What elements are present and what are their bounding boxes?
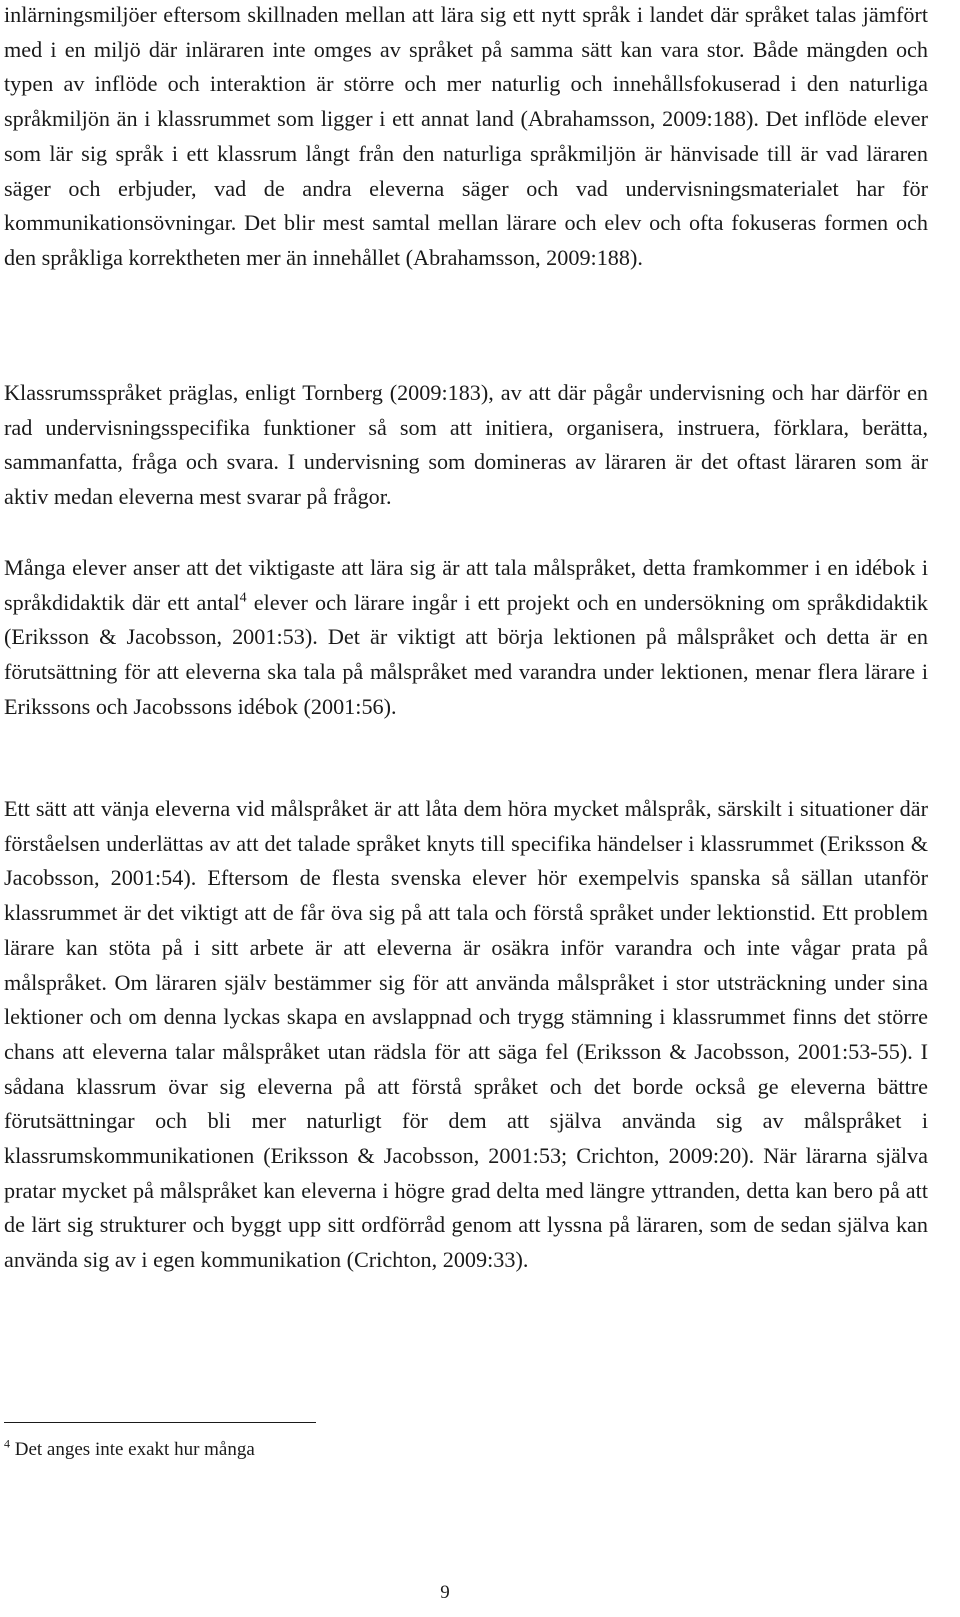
paragraph-3-text-after: elever och lärare ingår i ett projekt och en undersökning om språkdidaktik (Eriksson & Jacobsson, 2001:53). Det är viktigt att börja lektionen på målspråket och detta är en förutsättning för att eleverna ska tala på målspråket med varandra under lektionen, menar flera lärare i Erikssons och Jacobssons idébok (2001:56). bbox=[4, 589, 928, 719]
paragraph-3-text-before: Många elever anser att det viktigaste att lära sig är att tala målspråket, detta framkommer i en idébok i språkdidaktik där ett antal bbox=[4, 555, 928, 615]
footnote-marker: 4 bbox=[4, 1436, 10, 1451]
footnote-reference[interactable]: 4 bbox=[239, 590, 247, 606]
page-number: 9 bbox=[440, 1582, 450, 1603]
paragraph-1: inlärningsmiljöer eftersom skillnaden mellan att lära sig ett nytt språk i landet där språket talas jämfört med i en miljö där inläraren inte omges av språket på samma sätt kan vara stor. Både mängden och typen av inflöde och interaktion är större och mer naturlig och innehållsfokuserad i den naturliga språkmiljön än i klassrummet som ligger i ett annat land (Abrahamsson, 2009:188). Det inflöde elever som lär sig språk i ett klassrum långt från den naturliga språkmiljön är hänvisade till är vad läraren säger och erbjuder, vad de andra eleverna säger och vad undervisningsmaterialet har för kommunikationsövningar. Det blir mest samtal mellan lärare och elev och ofta fokuseras formen och den språkliga korrektheten mer än innehållet (Abrahamsson, 2009:188). bbox=[4, 2, 928, 270]
paragraph-3 bbox=[4, 551, 928, 725]
footnote-text: Det anges inte exakt hur många bbox=[10, 1439, 255, 1460]
paragraph-2: Klassrumsspråket präglas, enligt Tornberg (2009:183), av att där pågår undervisning och har därför en rad undervisningsspecifika funktioner så som att initiera, organisera, instruera, förklara, berätta, sammanfatta, fråga och svara. I undervisning som domineras av läraren är det oftast läraren som är aktiv medan eleverna mest svarar på frågor. bbox=[4, 380, 928, 510]
paragraph-4: Ett sätt att vänja eleverna vid målspråket är att låta dem höra mycket målspråk, särskilt i situationer där förståelsen underlättas av att det talade språket knyts till specifika händelser i klassrummet (Eriksson & Jacobsson, 2001:54). Eftersom de flesta svenska elever hör exempelvis spanska så sällan utanför klassrummet är det viktigt att de får öva sig på att tala och förstå språket under lektionstid. Ett problem lärare kan stöta på i sitt arbete är att eleverna är osäkra inför varandra och inte vågar prata på målspråket. Om läraren själv bestämmer sig för att använda målspråket i stor utsträckning under sina lektioner och om denna lyckas skapa en avslappnad och trygg stämning i klassrummet finns det större chans att eleverna talar målspråket utan rädsla för att säga fel (Eriksson & Jacobsson, 2001:53-55). I sådana klassrum övar sig eleverna på att förstå språket och det borde också ge eleverna bättre förutsättningar och bli mer naturligt för dem att själva använda sig av målspråket i klassrumskommunikationen (Eriksson & Jacobsson, 2001:53; Crichton, 2009:20). När lärarna själva pratar mycket på målspråket kan eleverna i högre grad delta med längre yttranden, detta kan bero på att de lärt sig strukturer och byggt upp sitt ordförråd genom att lyssna på läraren, som de sedan själva kan använda sig av i egen kommunikation (Crichton, 2009:33). bbox=[4, 796, 928, 1273]
footnote-separator bbox=[4, 1422, 316, 1423]
footnote bbox=[4, 1437, 255, 1463]
